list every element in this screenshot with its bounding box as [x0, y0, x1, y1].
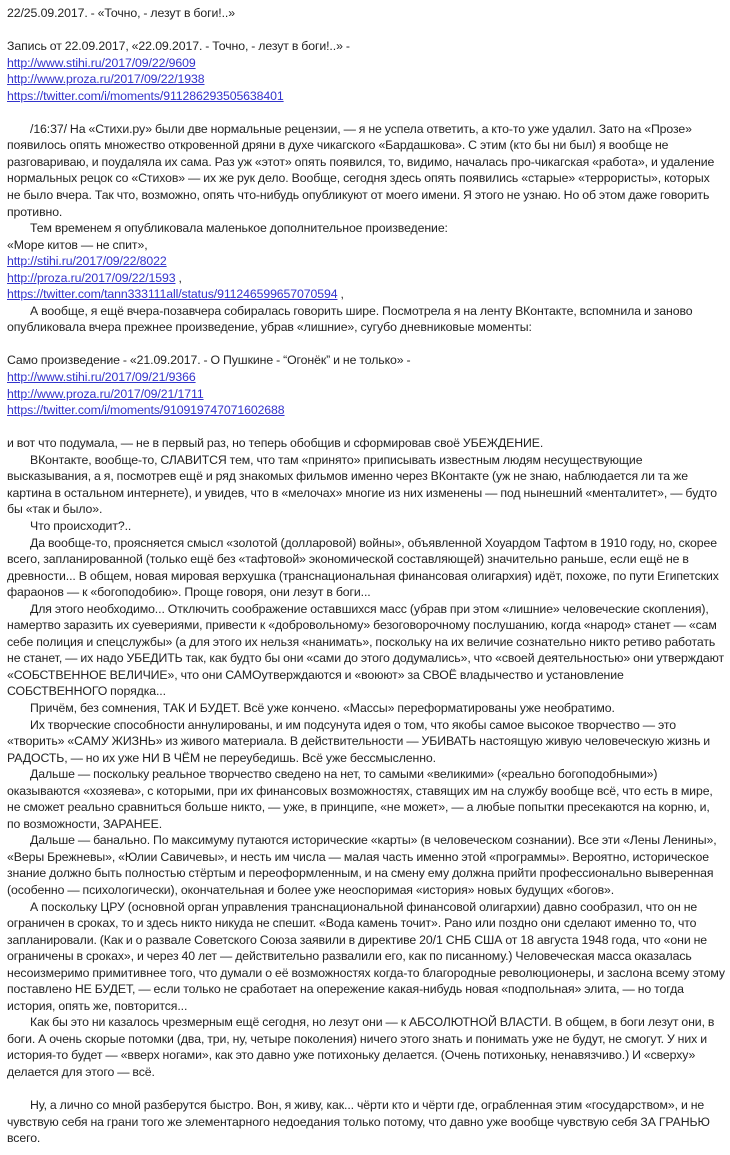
hyperlink[interactable]: http://www.proza.ru/2017/09/21/1711: [7, 386, 204, 401]
paragraph: А вообще, я ещё вчера-позавчера собиралась говорить шире. Посмотрела я на ленту ВКонтакте, вспомнила и заново опубликовала вчера прежнее произведение, убрав «лишние», сугубо дневниковые моменты:: [7, 303, 693, 335]
hyperlink[interactable]: https://twitter.com/tann333111all/status/911246599657070594: [7, 287, 338, 302]
hyperlink[interactable]: http://stihi.ru/2017/09/22/8022: [7, 254, 167, 269]
paragraph: ВКонтакте, вообще-то, СЛАВИТСЯ тем, что там «принято» приписывать известным людям несуществующие высказывания, а я, посмотрев ещё и ряд знакомых фильмов именно через ВКонтакте (уж не знаю, наблюдается ли та же картина в остальном интернете), и увидев, что в «мелочах» многие из них изменены — под нынешний «менталитет», — будто бы «так и было».: [7, 452, 717, 517]
link-line: [7, 71, 726, 88]
blank-line: [7, 104, 726, 121]
paragraph: Дальше — поскольку реальное творчество сведено на нет, то самыми «великими» («реально богоподобными») оказываются «хозяева», с которыми, при их финансовых возможностях, ставящих им на службу вообще всё, что есть в мире, не сможет реально сравниться больше никто, — уже, в принципе, «не может», — а любые попытки пресекаются на корню, и, по возможности, ЗАРАНЕЕ.: [7, 767, 713, 831]
blank-line: [7, 336, 726, 353]
hyperlink[interactable]: https://twitter.com/i/moments/911286293505638401: [7, 88, 284, 103]
hyperlink[interactable]: https://twitter.com/i/moments/910919747071602688: [7, 403, 285, 418]
paragraph: Запись от 22.09.2017, «22.09.2017. - Точно, - лезут в боги!..» -: [7, 39, 350, 54]
paragraph: Тем временем я опубликовала маленькое дополнительное произведение:: [30, 221, 448, 236]
hyperlink[interactable]: http://proza.ru/2017/09/22/1593: [7, 270, 176, 285]
link-line: [7, 386, 726, 403]
paragraph: Как бы это ни казалось чрезмерным ещё сегодня, но лезут они — к АБСОЛЮТНОЙ ВЛАСТИ. В общем, в боги лезут они, в боги. А очень скорые потомки (два, три, ну, четыре поколения) ничего этого знать и понимать уже не будут, не смогут. У них и история-то будет — «вверх ногами», как это давно уже потихоньку делается. (Очень потихоньку, ненавязчиво.) И «сверху» делается для этого — всё.: [7, 1015, 715, 1079]
blank-line: [7, 419, 726, 436]
paragraph: Что происходит?..: [30, 518, 132, 533]
link-line: [7, 286, 726, 303]
blank-line: [7, 1081, 726, 1098]
paragraph: Да вообще-то, проясняется смысл «золотой (долларовой) войны», объявленной Хоуардом Тафтом в 1910 году, но, скорее всего, запланированной (только ещё без «тафтовой» экономической составляющей) значительно раньше, если ещё не в древности... В общем, новая мировая верхушка (транснациональная финансовая олигархия) идёт, похоже, по пути Египетских фараонов — к «богоподобию». Проще говоря, они лезут в боги...: [7, 535, 719, 600]
paragraph: Причём, без сомнения, ТАК И БУДЕТ. Всё уже кончено. «Массы» переформатированы уже необратимо.: [30, 700, 615, 715]
hyperlink[interactable]: http://www.stihi.ru/2017/09/22/9609: [7, 55, 196, 70]
link-line: [7, 88, 726, 105]
paragraph: «Море китов — не спит»,: [7, 237, 148, 252]
page-title: 22/25.09.2017. - «Точно, - лезут в боги!..»: [7, 6, 235, 20]
blank-line: [7, 22, 726, 39]
link-line: [7, 369, 726, 386]
link-suffix: ,: [337, 287, 344, 302]
link-line: [7, 253, 726, 270]
link-suffix: ,: [175, 270, 182, 285]
paragraph: и вот что подумала, — не в первый раз, но теперь обобщив и сформировав своё УБЕЖДЕНИЕ.: [7, 436, 544, 451]
paragraph: Ну, а лично со мной разберутся быстро. Вон, я живу, как... чёрти кто и чёрти где, ограбленная этим «государством», и не чувствую себя на грани того же элементарного недоедания только потому, что давно уже вообще чувствую себя ЗА ГРАНЬЮ всего.: [7, 1098, 710, 1146]
paragraph: Само произведение - «21.09.2017. - О Пушкине - “Огонёк” и не только» -: [7, 353, 411, 368]
hyperlink[interactable]: http://www.proza.ru/2017/09/22/1938: [7, 72, 205, 87]
paragraph: Дальше — банально. По максимуму путаются исторические «карты» (в человеческом сознании). Все эти «Лены Ленины», «Веры Брежневы», «Юлии Савичевы», и несть им числа — малая часть именно этой «программы». Вероятно, историческое знание должно быть полностью стёртым и переоформленным, и на смену ему должна прийти профессионально выверенная (особенно — психологически), окончательная и более уже неоспоримая «история» новых будущих «богов».: [7, 833, 717, 897]
paragraph: /16:37/ На «Стихи.ру» были две нормальные рецензии, — я не успела ответить, а кто-то уже удалил. Зато на «Прозе» появилось опять множество откровенной дряни в духе чикагского «Бардашкова». С этим (кто бы ни был) я вообще не разговариваю, и поудаляла их сама. Раз уж «этот» опять появился, то, видимо, началась про-чикагская «работа», и удаление нормальных рецок со «Стихов» — их же рук дело. Вообще, сегодня здесь опять появились «старые» «террористы», которых не было вчера. Так что, возможно, опять что-нибудь опубликуют от моего имени. Я этого не узнаю. Но об этом даже говорить противно.: [7, 121, 715, 219]
link-line: [7, 55, 726, 72]
paragraph: Их творческие способности аннулированы, и им подсунута идея о том, что якобы самое высокое творчество — это «творить» «САМУ ЖИЗНЬ» из живого материала. В действительности — УБИВАТЬ настоящую живую человеческую жизнь и РАДОСТЬ, — но их уже НИ В ЧЁМ не переубедишь. Всё уже бессмысленно.: [7, 717, 711, 765]
paragraph: А поскольку ЦРУ (основной орган управления транснациональной финансовой олигархии) давно сообразил, что он не ограничен в сроках, то и здесь никто никуда не спешит. «Вода камень точит». Рано или поздно они сделают именно то, что запланировали. (Как и о развале Советского Союза заявили в директиве 20/1 СНБ США от 18 августа 1948 года, что «они не ограничены в сроках», и через 40 лет — действительно развалили его, как по писанному.) Человеческая масса оказалась несоизмеримо примитивнее того, что думали о её возможностях когда-то благородные революционеры, и заслона всему этому поставлено НЕ БУДЕТ, — если только не сработает на опережение какая-нибудь новая «подпольная» элита, — но тогда история, опять же, повторится...: [7, 899, 725, 1013]
hyperlink[interactable]: http://www.stihi.ru/2017/09/21/9366: [7, 370, 196, 385]
paragraph: Для этого необходимо... Отключить соображение оставшихся масс (убрав при этом «лишние» человеческие скопления), намертво заразить их суевериями, привести к «добровольному» безоговорочному послушанию, когда «народ» станет — «сам себе полиция и спецслужбы» (а для этого их нельзя «нанимать», поскольку на их величие сознательно никто ретиво работать не станет, — их надо УБЕДИТЬ так, как будто бы они «сами до этого додумались», что «своей деятельностью» они утверждают «СОБСТВЕННОЕ ВЕЛИЧИЕ», что они САМОутверждаются и «воюют» за СВОЁ владычество и установление СОБСТВЕННОГО порядка...: [7, 601, 725, 699]
link-line: [7, 270, 726, 287]
link-line: [7, 402, 726, 419]
